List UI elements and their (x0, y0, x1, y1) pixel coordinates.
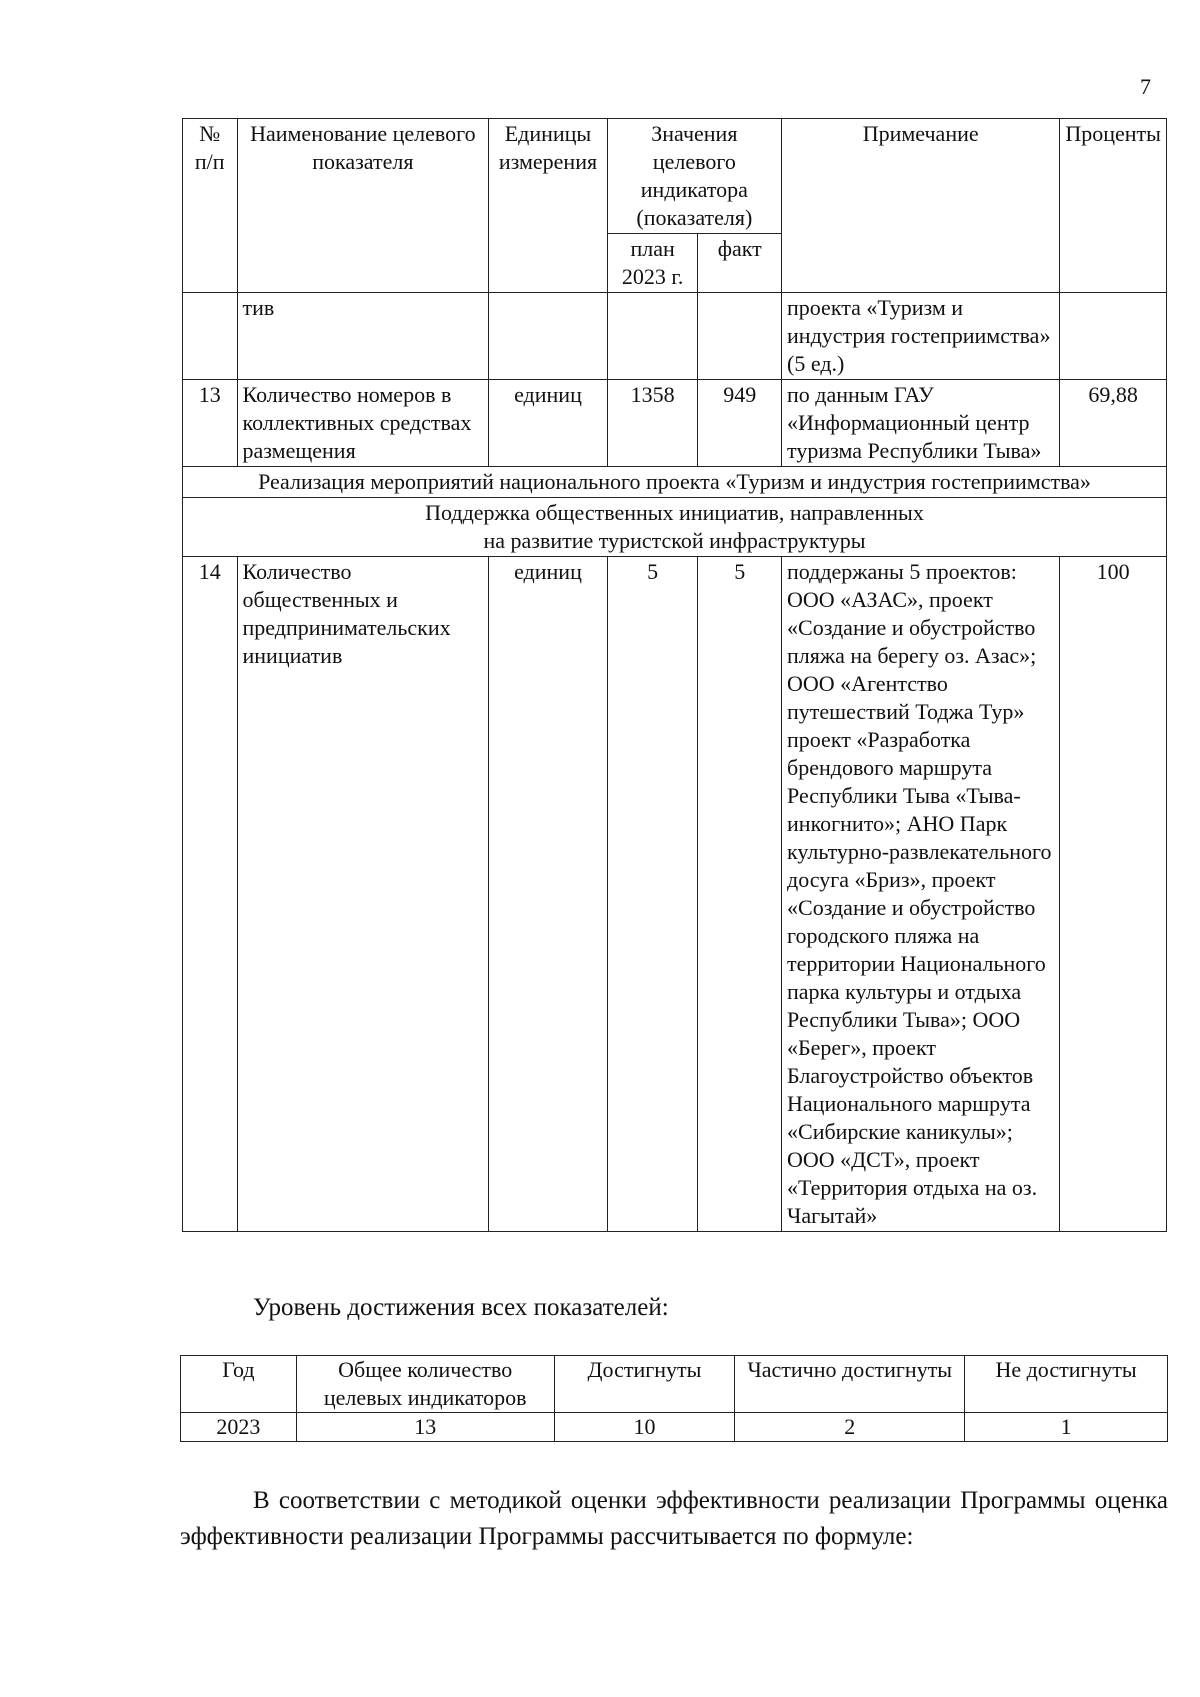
cell-plan (607, 293, 698, 380)
cell-name: Количество общественных и предпринимательских инициатив (237, 557, 489, 1232)
cell-units: единиц (489, 557, 608, 1232)
cell-num (183, 293, 238, 380)
summary-table (180, 1355, 1168, 1442)
cell-name: Количество номеров в коллективных средствах размещения (237, 380, 489, 467)
table-row (183, 557, 1167, 1232)
header-note: Примечание (782, 119, 1060, 293)
summary-total: 13 (296, 1413, 554, 1442)
summary-not-achieved: 1 (965, 1413, 1168, 1442)
summary-header-partial: Частично достигнуты (735, 1356, 965, 1413)
cell-fact: 5 (698, 557, 782, 1232)
indicators-table (182, 118, 1167, 1232)
cell-num: 14 (183, 557, 238, 1232)
cell-plan: 1358 (607, 380, 698, 467)
summary-partial: 2 (735, 1413, 965, 1442)
cell-percent: 100 (1060, 557, 1167, 1232)
section-row (183, 467, 1167, 498)
summary-row (181, 1413, 1168, 1442)
subsection-title (183, 498, 1167, 557)
summary-header-not-achieved: Не достигнуты (965, 1356, 1168, 1413)
summary-achieved: 10 (554, 1413, 735, 1442)
cell-fact (698, 293, 782, 380)
cell-units (489, 293, 608, 380)
methodology-paragraph: В соответствии с методикой оценки эффективности реализации Программы оценка эффективности реализации Программы рассчитывается по формуле: (180, 1487, 1168, 1550)
cell-note: проекта «Туризм и индустрия гостеприимства» (5 ед.) (782, 293, 1060, 380)
subsection-line-1: Поддержка общественных инициатив, направленных (425, 500, 924, 525)
section-title: Реализация мероприятий национального проекта «Туризм и индустрия гостеприимства» (183, 467, 1167, 498)
page-number: 7 (1140, 74, 1151, 99)
cell-percent: 69,88 (1060, 380, 1167, 467)
cell-plan: 5 (607, 557, 698, 1232)
cell-note: по данным ГАУ «Информационный центр туризма Республики Тыва» (782, 380, 1060, 467)
cell-units: единиц (489, 380, 608, 467)
subsection-row (183, 498, 1167, 557)
header-fact: факт (698, 234, 782, 293)
cell-note: поддержаны 5 проектов: ООО «АЗАС», проект «Создание и обустройство пляжа на берегу оз. Азас»; ООО «Агентство путешествий Тоджа Тур» проект «Разработка брендового маршрута Республики Тыва «Тыва-инкогнито»; АНО Парк культурно-развлекательного досуга «Бриз», проект «Создание и обустройство городского пляжа на территории Национального парка культуры и отдыха Республики Тыва»; ООО «Берег», проект Благоустройство объектов Национального маршрута «Сибирские каникулы»; ООО «ДСТ», проект «Территория отдыха на оз. Чагытай» (782, 557, 1060, 1232)
table-row (183, 380, 1167, 467)
cell-num: 13 (183, 380, 238, 467)
summary-header-achieved: Достигнуты (554, 1356, 735, 1413)
header-plan: план 2023 г. (607, 234, 698, 293)
cell-percent (1060, 293, 1167, 380)
cell-name: тив (237, 293, 489, 380)
header-name: Наименование целевого показателя (237, 119, 489, 293)
summary-year: 2023 (181, 1413, 297, 1442)
table-row (183, 293, 1167, 380)
subsection-line-2: на развитие туристской инфраструктуры (483, 528, 866, 553)
summary-title: Уровень достижения всех показателей: (253, 1294, 669, 1321)
cell-fact: 949 (698, 380, 782, 467)
header-percent: Проценты (1060, 119, 1167, 293)
summary-header-row (181, 1356, 1168, 1413)
header-units: Единицы измерения (489, 119, 608, 293)
header-values: Значения целевого индикатора (показателя) (607, 119, 781, 234)
summary-header-year: Год (181, 1356, 297, 1413)
header-num: № п/п (183, 119, 238, 293)
summary-header-total: Общее количество целевых индикаторов (296, 1356, 554, 1413)
table-header-row (183, 119, 1167, 234)
